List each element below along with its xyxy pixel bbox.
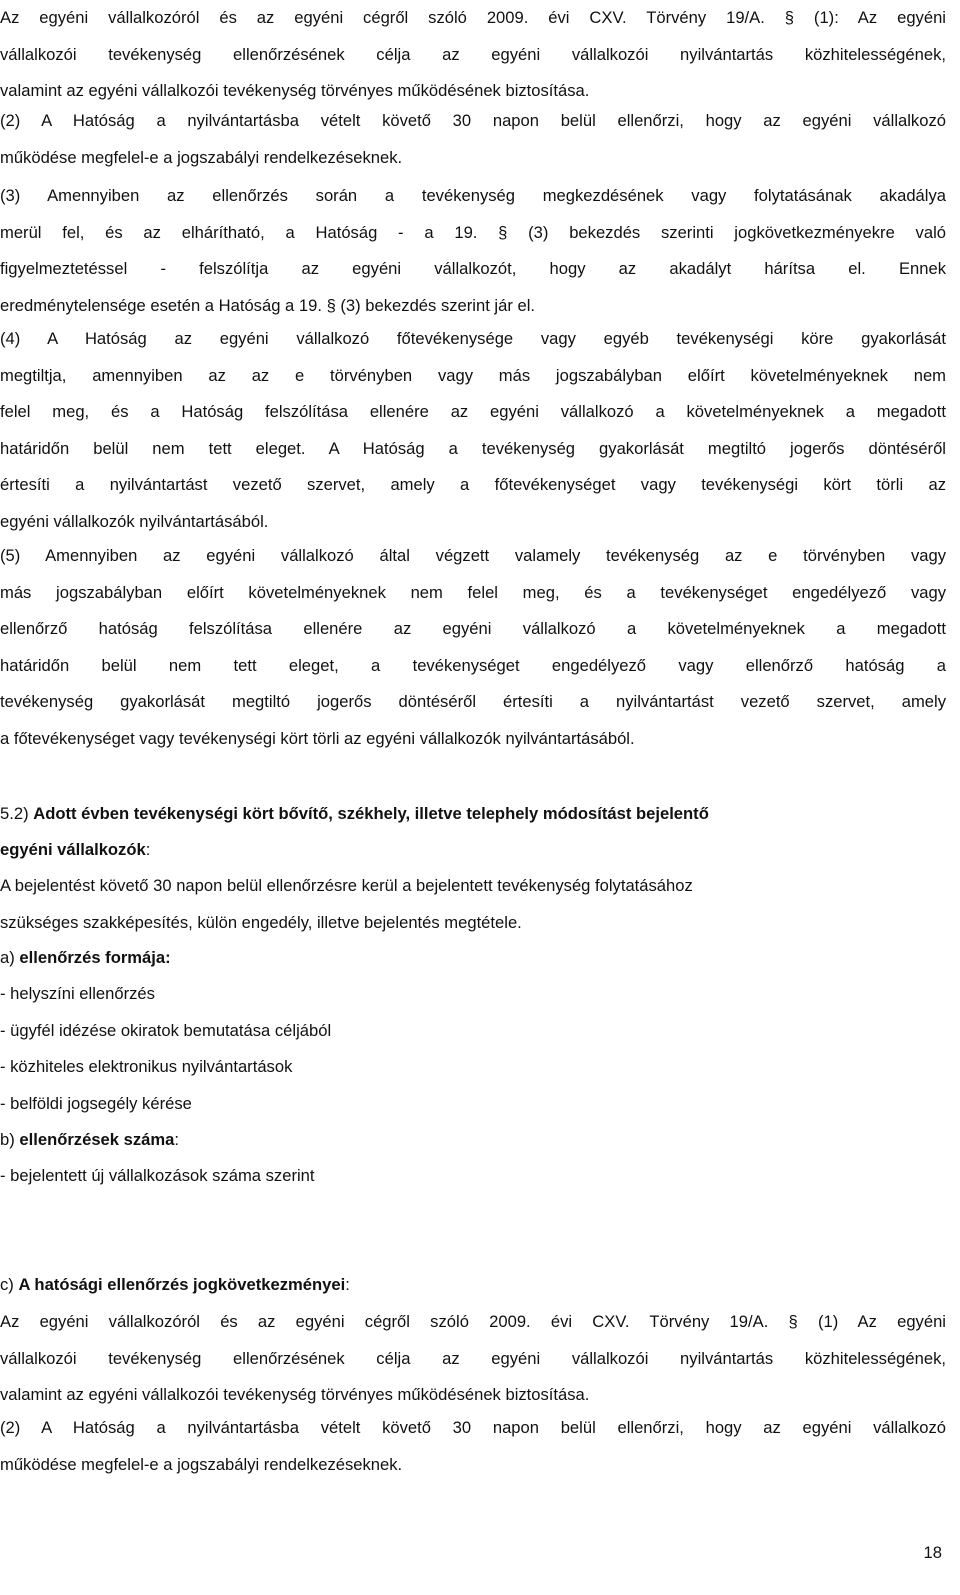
label-colon: : [345,1275,350,1294]
page-number: 18 [923,1543,942,1562]
text-line: vállalkozói tevékenység ellenőrzésének célja az egyéni vállalkozói nyilvántartás közhitelességének, [0,1348,946,1368]
label-bold: ellenőrzések száma [19,1130,175,1149]
text-line: felel meg, és a Hatóság felszólítása ellenére az egyéni vállalkozó a követelményeknek a megadott [0,402,946,421]
label-c [0,1267,946,1304]
text-line: (3) Amennyiben az ellenőrzés során a tevékenység megkezdésének vagy folytatásának akadálya [0,186,946,205]
paragraph-4 [0,321,946,540]
list-item: - közhiteles elektronikus nyilvántartások [0,1057,293,1076]
text-line: egyéni vállalkozók nyilvántartásából. [0,511,269,531]
section-heading-bold: egyéni vállalkozók [0,840,146,859]
text-line: vállalkozói tevékenység ellenőrzésének célja az egyéni vállalkozói nyilvántartás közhitelességének, [0,44,946,64]
text-line: merül fel, és az elhárítható, a Hatóság - a 19. § (3) bekezdés szerinti jogkövetkezményekre való [0,222,946,242]
section-heading [0,796,946,833]
text-line: (5) Amennyiben az egyéni vállalkozó által végzett valamely tevékenység az e törvényben vagy [0,546,946,565]
label-bold: A hatósági ellenőrzés jogkövetkezményei [18,1275,346,1294]
paragraph-2 [0,103,946,176]
text-line: működése megfelel-e a jogszabályi rendelkezéseknek. [0,1454,403,1474]
section-heading-cont [0,832,946,869]
list-b [0,1158,946,1195]
paragraph-1 [0,0,946,110]
text-line: más jogszabályban előírt követelményeknek nem felel meg, és a tevékenységet engedélyező vagy [0,582,946,602]
list-item: - bejelentett új vállalkozások száma szerint [0,1166,315,1185]
text-line: szükséges szakképesítés, külön engedély, illetve bejelentés megtétele. [0,912,522,932]
paragraph-3 [0,178,946,324]
list-item: - helyszíni ellenőrzés [0,984,155,1003]
text-line: Az egyéni vállalkozóról és az egyéni cégről szóló 2009. évi CXV. Törvény 19/A. § (1): Az egyéni [0,8,946,27]
text-line: megtiltja, amennyiben az az e törvényben vagy más jogszabályban előírt követelményeknek nem [0,365,946,385]
text-line: határidőn belül nem tett eleget, a tevékenységet engedélyező vagy ellenőrző hatóság a [0,655,946,675]
text-line: a főtevékenységet vagy tevékenységi kört törli az egyéni vállalkozók nyilvántartásából. [0,728,635,748]
label-a [0,940,946,977]
text-line: (2) A Hatóság a nyilvántartásba vételt követő 30 napon belül ellenőrzi, hogy az egyéni vállalkozó [0,1418,946,1437]
text-line: tevékenység gyakorlását megtiltó jogerős döntéséről értesíti a nyilvántartást vezető szervet, amely [0,692,946,711]
text-line: valamint az egyéni vállalkozói tevékenység törvényes működésének biztosítása. [0,81,590,100]
text-line: ellenőrző hatóság felszólítása ellenére az egyéni vállalkozó a követelményeknek a megadott [0,619,946,638]
label-letter: b) [0,1130,15,1149]
text-line: működése megfelel-e a jogszabályi rendelkezéseknek. [0,147,403,167]
text-line: (4) A Hatóság az egyéni vállalkozó főtevékenysége vagy egyéb tevékenységi köre gyakorlását [0,329,946,348]
label-bold: ellenőrzés formája: [19,948,171,967]
c-paragraph-2 [0,1410,946,1483]
section-heading-bold: Adott évben tevékenységi kört bővítő, székhely, illetve telephely módosítást bejelentő [33,804,709,823]
list-item: - ügyfél idézése okiratok bemutatása céljából [0,1020,332,1040]
label-colon: : [174,1130,179,1149]
text-line: (2) A Hatóság a nyilvántartásba vételt követő 30 napon belül ellenőrzi, hogy az egyéni vállalkozó [0,111,946,130]
text-line: Az egyéni vállalkozóról és az egyéni cégről szóló 2009. évi CXV. Törvény 19/A. § (1) Az egyéni [0,1312,946,1331]
label-letter: c) [0,1275,14,1294]
label-b [0,1122,946,1159]
text-line: eredménytelensége esetén a Hatóság a 19. § (3) bekezdés szerint jár el. [0,295,536,315]
text-line: A bejelentést követő 30 napon belül ellenőrzésre kerül a bejelentett tevékenység folytatásához [0,876,693,895]
c-paragraph-1 [0,1304,946,1414]
text-line: figyelmeztetéssel - felszólítja az egyéni vállalkozót, hogy az akadályt hárítsa el. Ennek [0,259,946,278]
label-letter: a) [0,948,15,967]
text-line: valamint az egyéni vállalkozói tevékenység törvényes működésének biztosítása. [0,1385,590,1404]
text-line: határidőn belül nem tett eleget. A Hatóság a tevékenység gyakorlását megtiltó jogerős döntéséről [0,438,946,458]
heading-colon: : [145,840,151,859]
text-line: értesíti a nyilvántartást vezető szervet, amely a főtevékenységet vagy tevékenységi kört törli az [0,475,946,494]
intro-paragraph [0,868,946,941]
paragraph-5 [0,538,946,757]
list-item: - belföldi jogsegély kérése [0,1093,192,1113]
section-number: 5.2) [0,804,29,823]
list-a [0,976,946,1122]
